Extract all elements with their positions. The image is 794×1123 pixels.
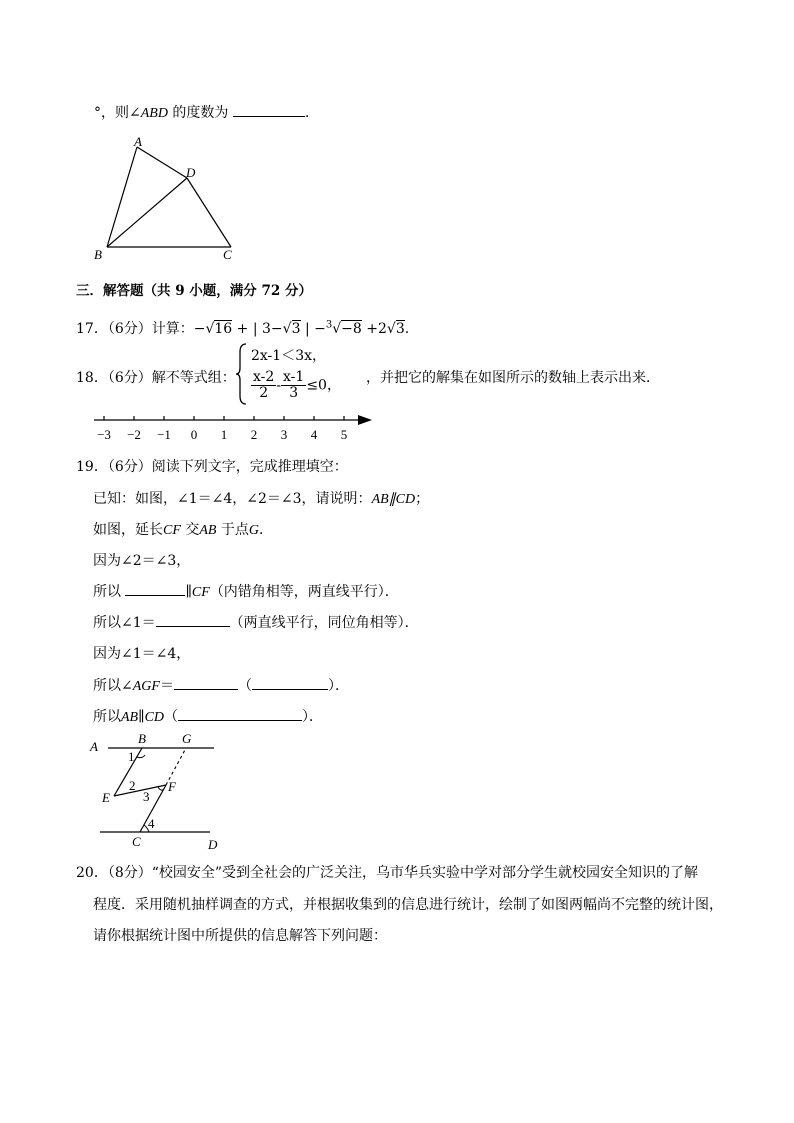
q19-step4: 因为∠1＝∠4， bbox=[93, 646, 191, 662]
question-20-line2: 程度．采用随机抽样调查的方式，并根据收集到的信息进行统计，绘制了如图两幅尚不完整的统计图， bbox=[93, 897, 723, 913]
arrow-right-icon bbox=[358, 415, 372, 425]
tick-label: 4 bbox=[310, 427, 318, 442]
label-d: D bbox=[208, 837, 218, 852]
label-d: D bbox=[186, 165, 196, 180]
q19-step3: 所以∠1＝ （两直线平行，同位角相等）． bbox=[93, 615, 419, 631]
tick-label: −1 bbox=[157, 427, 171, 442]
answer-blank-5[interactable] bbox=[178, 708, 302, 721]
answer-blank-4[interactable] bbox=[252, 677, 328, 690]
inequality-2: $\frac{x-2}{2}$ - $\frac{x-1}{3}$ ≤0， bbox=[253, 369, 341, 401]
section-heading: 三．解答题（共 9 小题，满分 72 分） bbox=[76, 283, 312, 299]
fraction-1: $\frac{x-2}{2}$ bbox=[253, 369, 275, 401]
answer-blank-1[interactable] bbox=[125, 583, 185, 596]
q19-extend: 如图，延长CF 交AB 于点G． bbox=[93, 522, 274, 538]
label-a: A bbox=[134, 134, 142, 149]
label-a: A bbox=[90, 739, 98, 754]
label-f: F bbox=[168, 779, 176, 794]
q19-given: 已知：如图，∠1＝∠4，∠2＝∠3，请说明：AB∥CD； bbox=[93, 491, 430, 507]
tick-label: 1 bbox=[220, 427, 228, 442]
angle-abd: ABD bbox=[140, 106, 168, 121]
parallel-lines-figure bbox=[88, 728, 238, 853]
q19-step5: 所以∠AGF＝ （ ）． bbox=[93, 678, 349, 694]
triangle-abcd-figure bbox=[90, 132, 250, 264]
angle-3-label: 3 bbox=[143, 789, 150, 804]
question-18-tail: ，并把它的解集在如图所示的数轴上表示出来． bbox=[366, 370, 660, 386]
q16-tail-line: °，则∠ABD 的度数为 . bbox=[94, 105, 310, 121]
number-line bbox=[90, 410, 380, 446]
angle-1-label: 1 bbox=[128, 749, 135, 764]
question-17: 17．（6分）计算：−√16 + | 3−√3 | −$^3$√−8 +2√3. bbox=[76, 319, 410, 337]
tick-label: −3 bbox=[97, 427, 111, 442]
inequality-1: 2x-1＜3x， bbox=[251, 348, 326, 364]
answer-blank-2[interactable] bbox=[156, 614, 230, 627]
q19-step1: 因为∠2＝∠3， bbox=[93, 553, 191, 569]
label-c: C bbox=[132, 834, 141, 849]
tick-label: 0 bbox=[190, 427, 198, 442]
question-18-label: 18．（6分）解不等式组： bbox=[76, 370, 236, 386]
fraction-2: $\frac{x-1}{3}$ bbox=[283, 369, 305, 401]
answer-blank-3[interactable] bbox=[174, 677, 238, 690]
tick-label: 2 bbox=[250, 427, 258, 442]
angle-4-label: 4 bbox=[148, 816, 155, 831]
system-brace bbox=[236, 342, 248, 406]
q19-step2: 所以 ∥CF（内错角相等，两直线平行）． bbox=[93, 584, 399, 600]
label-b: B bbox=[94, 247, 102, 262]
question-19-label: 19．（6分）阅读下列文字，完成推理填空： bbox=[76, 459, 348, 475]
angle-2-label: 2 bbox=[129, 778, 136, 793]
question-20-line3: 请你根据统计图中所提供的信息解答下列问题： bbox=[93, 928, 387, 944]
label-b: B bbox=[138, 731, 146, 746]
tick-label: 5 bbox=[340, 427, 348, 442]
degree-sign: ° bbox=[94, 105, 101, 121]
tick-label: −2 bbox=[127, 427, 141, 442]
label-g: G bbox=[182, 731, 192, 746]
q19-step6: 所以AB∥CD（ ）． bbox=[93, 709, 324, 725]
answer-blank-q16[interactable] bbox=[233, 104, 305, 117]
label-c: C bbox=[223, 247, 232, 262]
tick-label: 3 bbox=[280, 427, 288, 442]
label-e: E bbox=[102, 790, 110, 805]
question-20-line1: 20．（8分）“校园安全”受到全社会的广泛关注，乌市华兵实验中学对部分学生就校园安全知识的了解 bbox=[76, 865, 699, 881]
